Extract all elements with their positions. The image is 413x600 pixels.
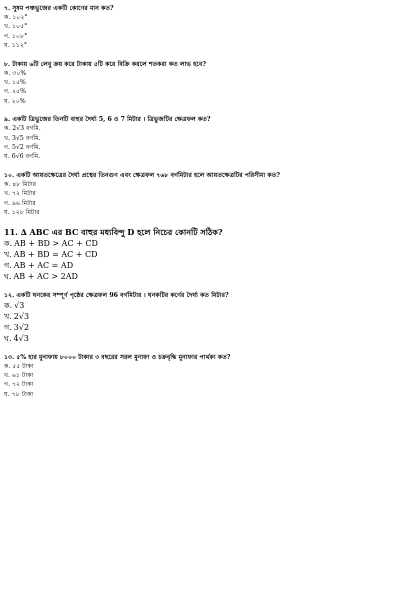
option-prefix: খ.	[4, 134, 11, 142]
option-ga[interactable]	[4, 260, 409, 271]
option-kha[interactable]	[4, 78, 409, 87]
option-prefix: খ.	[4, 311, 12, 321]
option-ga[interactable]	[4, 322, 409, 333]
question-title: ৭. সুষম পঞ্চভুজের একটি কোণের মান কত?	[4, 5, 114, 12]
question-10	[4, 171, 409, 218]
option-prefix: ঘ.	[4, 42, 10, 50]
option-prefix: ঘ.	[4, 390, 10, 398]
option-prefix: গ.	[4, 88, 11, 96]
option-prefix: ঘ.	[4, 97, 10, 105]
option-prefix: গ.	[4, 144, 11, 152]
option-prefix: ঘ.	[4, 271, 12, 281]
option-prefix: ক.	[4, 238, 13, 248]
option-text: ৭৮ টাকা	[11, 390, 34, 398]
option-ka[interactable]	[4, 362, 409, 371]
option-text: ১২৮ মিটার	[11, 209, 40, 217]
option-prefix: খ.	[4, 23, 11, 31]
question-7	[4, 4, 409, 51]
option-text: ৩০%	[12, 69, 27, 77]
option-text: ৭২ মিটার	[12, 190, 36, 198]
option-prefix: গ.	[4, 322, 12, 332]
option-text: 3√2	[13, 322, 30, 332]
option-kha[interactable]	[4, 134, 409, 143]
question-8	[4, 60, 409, 107]
option-text: ৫৫ টাকা	[12, 362, 34, 370]
option-ga[interactable]	[4, 380, 409, 389]
option-ga[interactable]	[4, 32, 409, 41]
option-ka[interactable]	[4, 69, 409, 78]
option-text: ৪৮ মিটার	[12, 180, 37, 188]
option-text: 4√3	[13, 333, 29, 343]
option-text: ১৫%	[12, 79, 26, 87]
option-prefix: ক.	[4, 300, 13, 310]
option-ka[interactable]	[4, 124, 409, 133]
option-gha[interactable]	[4, 152, 409, 161]
option-gha[interactable]	[4, 333, 409, 344]
option-prefix: খ.	[4, 190, 11, 198]
option-kha[interactable]	[4, 249, 409, 260]
option-gha[interactable]	[4, 208, 409, 217]
option-text: ১০৫°	[12, 23, 28, 31]
option-prefix: ঘ.	[4, 333, 12, 343]
option-kha[interactable]	[4, 311, 409, 322]
option-prefix: গ.	[4, 199, 11, 207]
option-text: 3√5 বর্গমি.	[12, 134, 41, 142]
option-text: ২০%	[11, 97, 26, 105]
option-text: ৬১ টাকা	[12, 371, 34, 379]
option-text: ১০৮°	[12, 32, 28, 40]
option-text: ৯৬ মিটার	[12, 199, 36, 207]
option-ga[interactable]	[4, 87, 409, 96]
question-13	[4, 353, 409, 400]
option-kha[interactable]	[4, 22, 409, 31]
option-prefix: ক.	[4, 362, 11, 370]
option-text: ১০২°	[12, 14, 28, 21]
option-ga[interactable]	[4, 199, 409, 208]
question-9	[4, 115, 409, 162]
option-text: 2√3 বর্গমি.	[12, 125, 41, 133]
question-title: 11. ∆ ABC এর BC বাহুর মধ্যবিন্দু D হলে নিচের কোনটি সঠিক?	[4, 226, 223, 237]
option-prefix: গ.	[4, 381, 11, 389]
option-prefix: খ.	[4, 249, 12, 259]
option-ga[interactable]	[4, 143, 409, 152]
option-prefix: ক.	[4, 180, 11, 188]
question-title: ১৩. ৫% হার মুনাফায় ৮০০০ টাকার ৩ বছরের সরল মুনাফা ও চক্রবৃদ্ধি মুনাফার পার্থক্য কত?	[4, 353, 231, 361]
question-title: ৮. টাকায় ৬টি লেবু ক্রয় করে টাকায় ৫টি করে বিক্রি করলে শতকরা কত লাভ হবে?	[4, 60, 206, 68]
question-11	[4, 227, 409, 282]
question-title: ১২. একটি ঘনকের সম্পূর্ণ পৃষ্ঠের ক্ষেত্রফল 96 বর্গমিটার । ঘনকটির কর্ণের দৈর্ঘ্য কত মিটার?	[4, 291, 229, 299]
option-text: AB + BD > AC + CD	[14, 238, 98, 248]
option-prefix: ক.	[4, 69, 11, 77]
option-ka[interactable]	[4, 300, 409, 311]
option-text: AB + BD = AC + CD	[13, 249, 98, 259]
option-text: 5√2 বর্গমি.	[12, 144, 41, 152]
question-12	[4, 291, 409, 344]
option-text: AB + AC > 2AD	[13, 271, 78, 281]
option-prefix: ঘ.	[4, 209, 10, 217]
option-prefix: খ.	[4, 371, 11, 379]
option-text: ৭২ টাকা	[12, 381, 34, 389]
option-gha[interactable]	[4, 41, 409, 50]
option-ka[interactable]	[4, 13, 409, 22]
option-gha[interactable]	[4, 97, 409, 106]
question-title: ৯. একটি ত্রিভুজের তিনটি বাহুর দৈর্ঘ্য 5, 6 ও 7 মিটার । ত্রিভুজটির ক্ষেত্রফল কত?	[4, 116, 211, 124]
option-text: 2√3	[13, 311, 30, 321]
option-ka[interactable]	[4, 180, 409, 189]
option-text: ২৫%	[12, 88, 26, 96]
option-text: ১১২°	[11, 42, 27, 50]
option-text: √3	[14, 300, 25, 310]
option-gha[interactable]	[4, 390, 409, 399]
option-prefix: ঘ.	[4, 153, 10, 161]
option-kha[interactable]	[4, 189, 409, 198]
option-prefix: খ.	[4, 79, 11, 87]
option-gha[interactable]	[4, 271, 409, 282]
question-title: ১০. একটি আয়তক্ষেত্রের দৈর্ঘ্য প্রস্থের তিনগুণ এবং ক্ষেত্রফল ৭৬৮ বর্গমিটার হলে আয়তক্ষেত্রটির পরিসীমা কত?	[4, 171, 280, 179]
option-prefix: ক.	[4, 14, 11, 21]
option-prefix: গ.	[4, 260, 12, 270]
option-prefix: ক.	[4, 125, 11, 133]
option-prefix: গ.	[4, 32, 11, 40]
option-ka[interactable]	[4, 238, 409, 249]
option-kha[interactable]	[4, 371, 409, 380]
question-sheet	[4, 4, 409, 408]
option-text: AB + AC = AD	[13, 260, 74, 270]
option-text: 6√6 বর্গমি.	[11, 153, 41, 161]
